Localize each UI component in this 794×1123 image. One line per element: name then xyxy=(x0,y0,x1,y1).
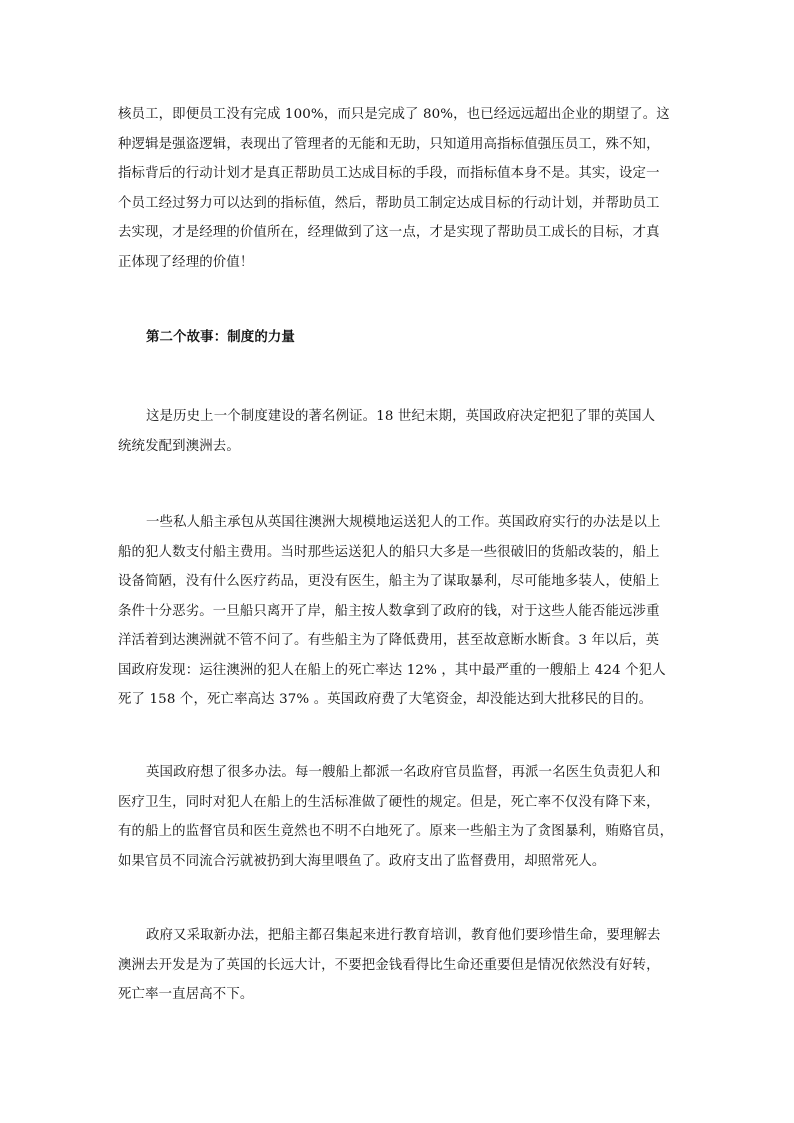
text-line: 英国政府想了很多办法。每一艘船上都派一名政府官员监督，再派一名医生负责犯人和 xyxy=(146,765,661,780)
text-line: 医疗卫生，同时对犯人在船上的生活标准做了硬性的规定。但是，死亡率不仅没有降下来， xyxy=(118,794,660,810)
paragraph-appraisal-logic xyxy=(118,100,676,277)
text-line: 条件十分恶劣。一旦船只离开了岸，船主按人数拿到了政府的钱，对于这些人能否能远涉重 xyxy=(118,603,660,619)
text-line: 个员工经过努力可以达到的指标值，然后，帮助员工制定达成目标的行动计划，并帮助员工 xyxy=(118,195,660,211)
text-line: 政府又采取新办法，把船主都召集起来进行教育培训，教育他们要珍惜生命，要理解去 xyxy=(146,928,661,943)
text-line: 种逻辑是强盗逻辑，表现出了管理者的无能和无助，只知道用高指标值强压员工，殊不知， xyxy=(118,136,660,152)
text-line: 国政府发现：运往澳洲的犯人在船上的死亡率达 12% ，其中最严重的一艘船上 424 个犯人 xyxy=(118,662,666,678)
paragraph-shipowners xyxy=(118,508,676,715)
text-line: 有的船上的监督官员和医生竟然也不明不白地死了。原来一些船主为了贪图暴利，贿赂官员， xyxy=(118,824,674,839)
text-line: 死亡率一直居高不下。 xyxy=(118,987,254,1002)
text-line: 正体现了经理的价值！ xyxy=(118,254,254,270)
section-heading: 第二个故事：制度的力量 xyxy=(146,329,295,345)
paragraph-training xyxy=(118,921,676,1010)
text-line: 如果官员不同流合污就被扔到大海里喂鱼了。政府支出了监督费用，却照常死人。 xyxy=(118,853,606,869)
text-line: 设备简陋，没有什么医疗药品，更没有医生，船主为了谋取暴利，尽可能地多装人，使船上 xyxy=(118,574,660,589)
text-line: 去实现，才是经理的价值所在，经理做到了这一点，才是实现了帮助员工成长的目标，才真 xyxy=(118,225,660,240)
text-line: 船的犯人数支付船主费用。当时那些运送犯人的船只大多是一些很破旧的货船改装的，船上 xyxy=(118,544,660,560)
text-line: 指标背后的行动计划才是真正帮助员工达成目标的手段，而指标值本身不是。其实，设定一 xyxy=(118,166,660,181)
text-line: 这是历史上一个制度建设的著名例证。18 世纪末期，英国政府决定把犯了罪的英国人 xyxy=(146,409,656,424)
text-line: 核员工，即便员工没有完成 100%，而只是完成了 80%，也已经远远超出企业的期望了。这 xyxy=(118,107,670,122)
text-line: 洋活着到达澳洲就不管不问了。有些船主为了降低费用，甚至故意断水断食。3 年以后，英 xyxy=(118,633,660,648)
text-line: 澳洲去开发是为了英国的长远大计，不要把金钱看得比生命还重要但是情况依然没有好转， xyxy=(118,957,660,973)
text-line: 死了 158 个，死亡率高达 37% 。英国政府费了大笔资金，却没能达到大批移民的目的。 xyxy=(118,692,653,707)
text-line: 统统发配到澳洲去。 xyxy=(118,438,240,454)
paragraph-supervision xyxy=(118,758,676,876)
paragraph-intro xyxy=(118,402,676,461)
text-line: 一些私人船主承包从英国往澳洲大规模地运送犯人的工作。英国政府实行的办法是以上 xyxy=(146,515,661,530)
